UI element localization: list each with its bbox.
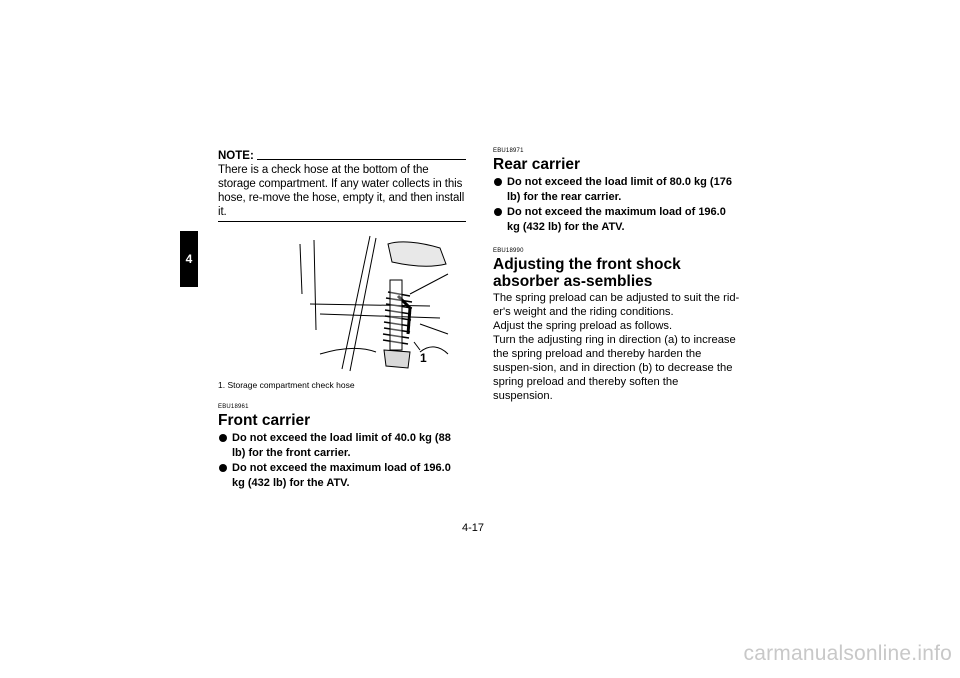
note-rule [257, 159, 466, 160]
section-code: EBU18971 [493, 148, 524, 154]
list-item-text: Do not exceed the maximum load of 196.0 kg (432 lb) for the ATV. [507, 206, 726, 233]
list-item-text: Do not exceed the maximum load of 196.0 kg (432 lb) for the ATV. [232, 462, 451, 489]
note-text: There is a check hose at the bottom of the storage compartment. If any water collects in this hose, re-move the hose, empty it, and then install it. [218, 164, 465, 218]
callout-number: 1 [420, 351, 427, 365]
figure-caption: 1. Storage compartment check hose [218, 380, 355, 390]
illustration-drawing [280, 234, 450, 374]
list-item [493, 175, 741, 204]
page-number: 4-17 [462, 522, 485, 534]
shock-absorber-illustration [280, 234, 450, 374]
bullet-icon [494, 208, 502, 216]
watermark: carmanualsonline.info [743, 642, 952, 665]
paragraph: Turn the adjusting ring in direction (a) to increase the spring preload and thereby harden the suspen-sion, and in direction (b) to decrease the spring preload and thereby soften the suspension. [493, 334, 736, 402]
right-column [493, 148, 741, 403]
section-heading: Adjusting the front shock absorber as-semblies [493, 256, 681, 290]
note-header [218, 148, 466, 162]
bullet-icon [219, 434, 227, 442]
section-code: EBU18990 [493, 248, 524, 254]
bullet-icon [219, 464, 227, 472]
warning-list [493, 175, 741, 234]
note-label: NOTE: [218, 150, 254, 162]
front-carrier-section [218, 404, 466, 490]
list-item-text: Do not exceed the load limit of 80.0 kg (176 lb) for the rear carrier. [507, 176, 732, 203]
note-end-rule [218, 221, 466, 222]
section-body [493, 291, 741, 403]
warning-list [218, 431, 466, 490]
list-item-text: Do not exceed the load limit of 40.0 kg (88 lb) for the front carrier. [232, 432, 451, 459]
paragraph: Adjust the spring preload as follows. [493, 320, 673, 332]
section-heading: Front carrier [218, 412, 311, 429]
section-code: EBU18961 [218, 404, 249, 410]
paragraph: The spring preload can be adjusted to suit the rid-er's weight and the riding conditions. [493, 292, 740, 318]
list-item [218, 461, 466, 490]
bullet-icon [494, 178, 502, 186]
chapter-tab [180, 231, 198, 287]
rear-carrier-section [493, 148, 741, 234]
shock-absorber-section [493, 248, 741, 403]
left-column [218, 148, 466, 491]
list-item [218, 431, 466, 460]
list-item [493, 205, 741, 234]
section-heading: Rear carrier [493, 156, 581, 173]
chapter-tab-number: 4 [185, 252, 193, 266]
